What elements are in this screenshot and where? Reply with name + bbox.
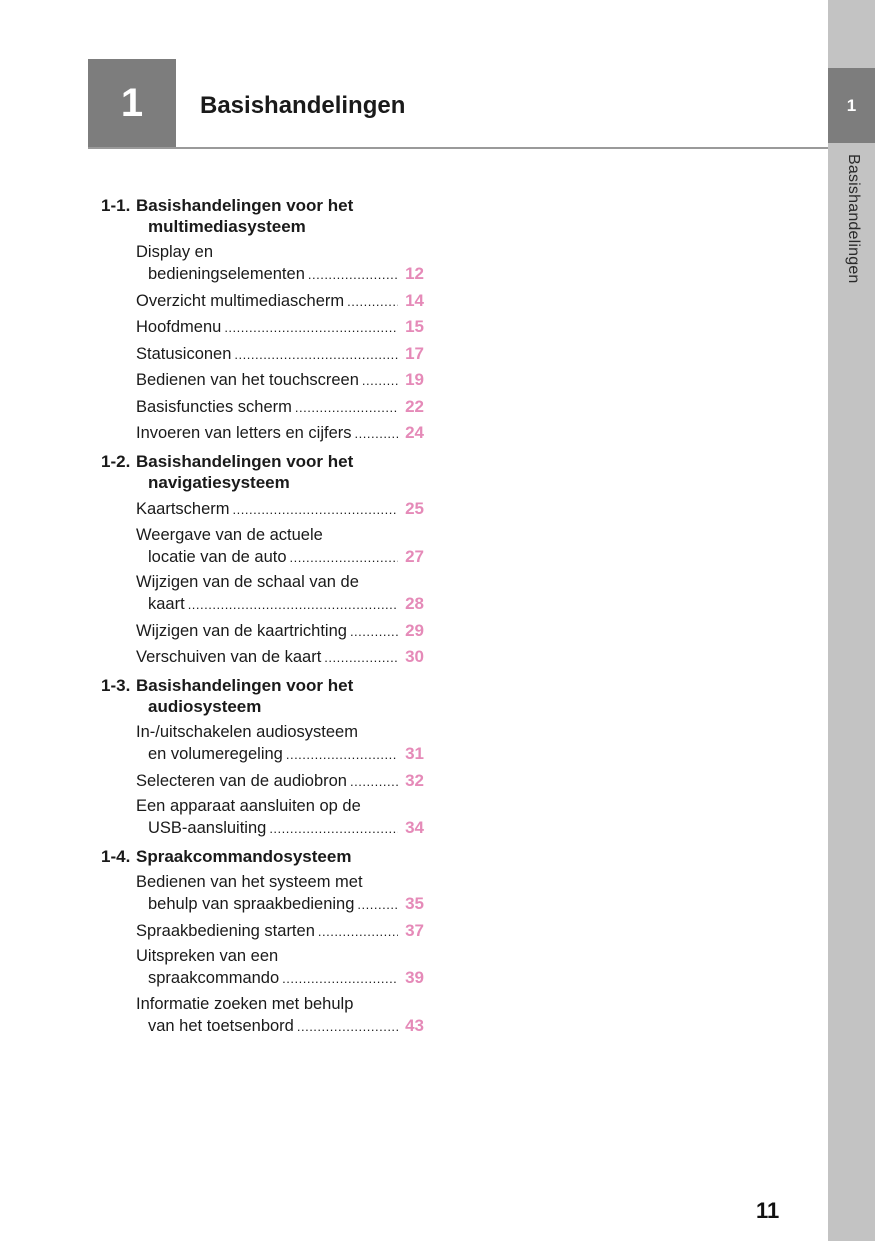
page-reference[interactable]: 32: [405, 770, 424, 790]
section-title: Basishandelingen voor het: [136, 452, 354, 471]
page-reference[interactable]: 24: [405, 423, 424, 442]
entry-title-continued: locatie van de auto: [148, 547, 287, 566]
page-reference[interactable]: 14: [405, 290, 424, 310]
dot-leader: [350, 771, 398, 792]
entry-title: Statusiconen: [136, 344, 232, 363]
dot-leader: [234, 344, 398, 365]
toc-entry[interactable]: [136, 646, 424, 668]
side-tab-chapter-number[interactable]: 1: [828, 68, 875, 143]
dot-leader: [308, 264, 398, 285]
dot-leader: [233, 499, 398, 520]
chapter-title: Basishandelingen: [200, 92, 406, 119]
section-heading: [101, 675, 431, 717]
toc-section: [101, 675, 431, 839]
dot-leader: [224, 317, 398, 338]
toc-entry[interactable]: [136, 343, 424, 365]
entry-title: Informatie zoeken met behulp: [136, 994, 354, 1013]
dot-leader: [355, 423, 398, 444]
entry-title: Bedienen van het systeem met: [136, 873, 363, 891]
page-reference[interactable]: 28: [405, 594, 424, 613]
toc-entry[interactable]: [136, 572, 424, 615]
entry-title-continued: van het toetsenbord: [148, 1016, 294, 1035]
section-number: 1-2.: [101, 452, 131, 471]
entry-title: Display en: [136, 243, 214, 261]
section-title-continued: multimediasysteem: [148, 217, 306, 236]
section-title: Basishandelingen voor het: [136, 676, 354, 695]
entry-title-continued: kaart: [148, 595, 185, 613]
page-reference[interactable]: 25: [405, 499, 424, 518]
page-reference[interactable]: 27: [405, 546, 424, 566]
dot-leader: [297, 1016, 398, 1037]
page-reference[interactable]: 17: [405, 343, 424, 363]
entry-title: Een apparaat aansluiten op de: [136, 797, 361, 815]
entry-title: Wijzigen van de schaal van de: [136, 573, 359, 591]
dot-leader: [350, 621, 398, 642]
toc-entry[interactable]: [136, 290, 424, 312]
entry-title: Spraakbediening starten: [136, 921, 315, 940]
dot-leader: [295, 397, 398, 418]
dot-leader: [286, 744, 398, 765]
page-reference[interactable]: 34: [405, 818, 424, 837]
toc-section: [101, 451, 431, 668]
dot-leader: [362, 370, 398, 391]
entry-title: Overzicht multimediascherm: [136, 291, 345, 310]
page-reference[interactable]: 35: [405, 894, 424, 913]
toc-entry[interactable]: [136, 872, 424, 915]
entry-title: Bedienen van het touchscreen: [136, 371, 359, 389]
page-reference[interactable]: 12: [405, 264, 424, 283]
dot-leader: [188, 594, 398, 615]
entry-title: Hoofdmenu: [136, 318, 222, 336]
toc-entry[interactable]: [136, 369, 424, 391]
section-number: 1-3.: [101, 676, 131, 695]
chapter-divider: [88, 147, 828, 149]
section-heading: [101, 195, 431, 237]
section-title: Basishandelingen voor het: [136, 196, 354, 215]
entry-title: Weergave van de actuele: [136, 525, 323, 544]
toc-entry[interactable]: [136, 498, 424, 520]
page-reference[interactable]: 43: [405, 1015, 424, 1035]
toc-entry[interactable]: [136, 422, 424, 444]
page-reference[interactable]: 31: [405, 744, 424, 763]
entry-title: Verschuiven van de kaart: [136, 648, 322, 666]
toc-entry[interactable]: [136, 994, 424, 1037]
page-reference[interactable]: 15: [405, 317, 424, 336]
entry-title: Basisfuncties scherm: [136, 397, 292, 416]
table-of-contents: [101, 195, 431, 1044]
page-number: 11: [756, 1198, 780, 1223]
section-heading: [101, 451, 431, 493]
dot-leader: [324, 647, 398, 668]
page-reference[interactable]: 39: [405, 968, 424, 987]
page-reference[interactable]: 30: [405, 647, 424, 666]
section-title: Spraakcommandosysteem: [136, 847, 352, 866]
dot-leader: [269, 818, 398, 839]
toc-entry[interactable]: [136, 920, 424, 942]
dot-leader: [282, 968, 398, 989]
page-reference[interactable]: 19: [405, 370, 424, 389]
entry-title-continued: behulp van spraakbediening: [148, 895, 355, 913]
entry-title-continued: USB-aansluiting: [148, 819, 267, 837]
chapter-number-box: 1: [88, 59, 176, 147]
section-number: 1-4.: [101, 847, 131, 866]
entry-title: Invoeren van letters en cijfers: [136, 424, 352, 442]
toc-entry[interactable]: [136, 946, 424, 989]
page-reference[interactable]: 22: [405, 396, 424, 416]
section-title-continued: audiosysteem: [148, 697, 262, 716]
toc-section: [101, 195, 431, 444]
dot-leader: [290, 547, 398, 568]
toc-section: [101, 846, 431, 1037]
toc-entry[interactable]: [136, 316, 424, 338]
toc-entry[interactable]: [136, 770, 424, 792]
section-number: 1-1.: [101, 196, 131, 215]
toc-entry[interactable]: [136, 796, 424, 839]
side-tab-label: Basishandelingen: [845, 154, 862, 284]
toc-entry[interactable]: [136, 620, 424, 642]
entry-title-continued: en volumeregeling: [148, 745, 283, 763]
entry-title: Wijzigen van de kaartrichting: [136, 621, 347, 640]
toc-entry[interactable]: [136, 242, 424, 285]
dot-leader: [318, 921, 398, 942]
entry-title: Selecteren van de audiobron: [136, 771, 347, 790]
section-heading: [101, 846, 431, 867]
toc-entry[interactable]: [136, 396, 424, 418]
page-reference[interactable]: 37: [405, 920, 424, 940]
dot-leader: [347, 291, 398, 312]
dot-leader: [357, 894, 398, 915]
toc-entry[interactable]: [136, 722, 424, 765]
page-reference[interactable]: 29: [405, 620, 424, 640]
section-title-continued: navigatiesysteem: [148, 473, 290, 492]
entry-title-continued: spraakcommando: [148, 969, 280, 987]
toc-entry[interactable]: [136, 525, 424, 568]
entry-title: Uitspreken van een: [136, 947, 279, 965]
entry-title: Kaartscherm: [136, 500, 230, 518]
entry-title-continued: bedieningselementen: [148, 265, 305, 283]
entry-title: In-/uitschakelen audiosysteem: [136, 723, 358, 741]
